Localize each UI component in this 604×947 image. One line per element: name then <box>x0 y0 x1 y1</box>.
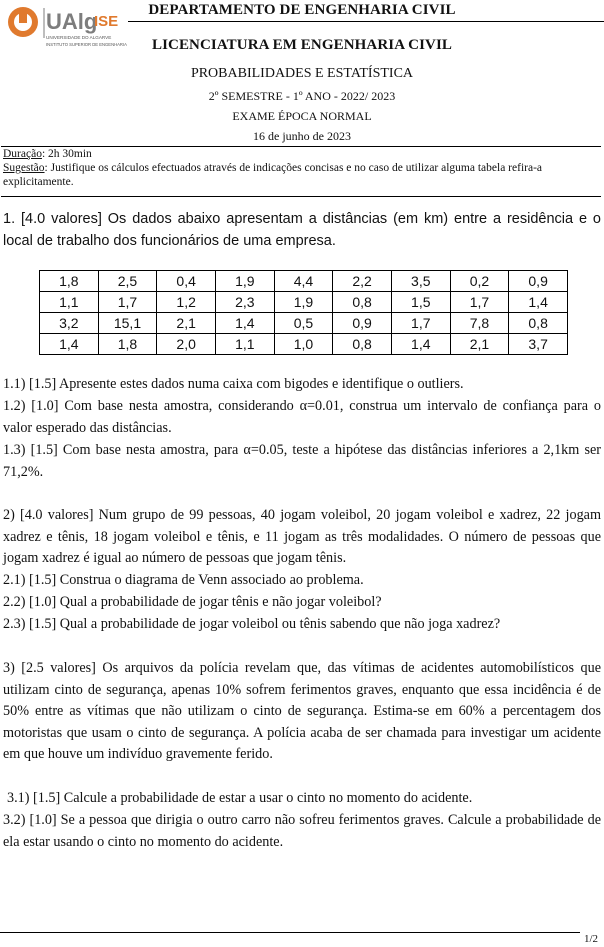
table-cell: 0,8 <box>509 313 568 334</box>
suggestion-label: Sugestão <box>3 162 45 174</box>
page-number: 1/2 <box>583 933 598 945</box>
table-row <box>40 313 568 334</box>
table-cell: 0,9 <box>333 313 392 334</box>
table-cell: 1,5 <box>391 292 450 313</box>
table-cell: 1,7 <box>391 313 450 334</box>
semester-line: 2º SEMESTRE - 1º ANO - 2022/ 2023 <box>208 89 396 103</box>
table-cell: 1,0 <box>274 334 333 355</box>
table-cell: 15,1 <box>98 313 157 334</box>
table-cell: 1,9 <box>215 271 274 292</box>
exam-date: 16 de junho de 2023 <box>253 129 351 143</box>
suggestion-value: : Justifique os cálculos efectuados através de indicações concisas e no caso de utilizar alguma tabela refira-a explicitamente. <box>3 162 543 188</box>
department-title: DEPARTAMENTO DE ENGENHARIA CIVIL <box>148 2 456 18</box>
table-cell: 1,1 <box>215 334 274 355</box>
table-row <box>40 292 568 313</box>
table-cell: 1,4 <box>391 334 450 355</box>
question-1-1: 1.1) [1.5] Apresente estes dados numa caixa com bigodes e identifique o outliers. <box>3 376 464 392</box>
question-2-1: 2.1) [1.5] Construa o diagrama de Venn associado ao problema. <box>3 572 364 588</box>
duration-line <box>1 147 601 161</box>
table-cell: 3,2 <box>40 313 99 334</box>
table-cell: 7,8 <box>450 313 509 334</box>
table-cell: 1,9 <box>274 292 333 313</box>
table-cell: 1,7 <box>98 292 157 313</box>
question-2-intro: 2) [4.0 valores] Num grupo de 99 pessoas, 40 jogam voleibol, 20 jogam voleibol e xadrez, 22 jogam xadrez e tênis, 18 jogam voleibol e tênis, e 11 jogam as três modalidades. O número de pessoas que jogam xadrez é igual ao número de pessoas que jogam tênis. <box>3 507 601 567</box>
table-row <box>40 271 568 292</box>
question-2-3: 2.3) [1.5] Qual a probabilidade de jogar voleibol ou tênis sabendo que não joga xadrez? <box>3 616 501 632</box>
question-2-2: 2.2) [1.0] Qual a probabilidade de jogar tênis e não jogar voleibol? <box>3 594 382 610</box>
table-cell: 0,2 <box>450 271 509 292</box>
table-cell: 1,4 <box>509 292 568 313</box>
table-cell: 4,4 <box>274 271 333 292</box>
header-divider <box>128 21 604 22</box>
question-3-intro: 3) [2.5 valores] Os arquivos da polícia revelam que, das vítimas de acidentes automobilísticos que utilizam cinto de segurança, apenas 10% sofrem ferimentos graves, enquanto que essa incidência é de 50% entre as vítimas que não utilizam o cinto de segurança. Estima-se em 60% a percentagem dos motoristas que usam o cinto de segurança. A polícia acaba de ser chamada para investigar um acidente em que houve um indivíduo gravemente ferido. <box>3 660 601 763</box>
table-cell: 2,5 <box>98 271 157 292</box>
question-1-2: 1.2) [1.0] Com base nesta amostra, considerando α=0.01, construa um intervalo de confiança para o valor esperado das distâncias. <box>3 398 601 436</box>
table-row <box>40 334 568 355</box>
footer-divider <box>0 932 580 933</box>
table-cell: 1,4 <box>215 313 274 334</box>
table-cell: 2,1 <box>450 334 509 355</box>
table-cell: 0,8 <box>333 334 392 355</box>
course-title: PROBABILIDADES E ESTATÍSTICA <box>190 66 414 81</box>
table-cell: 1,8 <box>40 271 99 292</box>
table-cell: 2,2 <box>333 271 392 292</box>
table-cell: 3,7 <box>509 334 568 355</box>
table-cell: 1,2 <box>157 292 216 313</box>
logo-line2: INSTITUTO SUPERIOR DE ENGENHARIA <box>46 42 127 47</box>
degree-title: LICENCIATURA EM ENGENHARIA CIVIL <box>151 37 453 53</box>
logo-line1: UNIVERSIDADE DO ALGARVE <box>46 35 112 40</box>
table-cell: 0,4 <box>157 271 216 292</box>
table-cell: 0,8 <box>333 292 392 313</box>
distance-data-table <box>39 270 568 355</box>
logo-suffix: ISE <box>94 13 119 30</box>
question-1-intro: 1. [4.0 valores] Os dados abaixo apresentam a distâncias (em km) entre a residência e o local de trabalho dos funcionários de uma empresa. <box>3 211 601 249</box>
instructions-box <box>1 146 601 197</box>
table-cell: 1,1 <box>40 292 99 313</box>
question-3-1: 3.1) [1.5] Calcule a probabilidade de estar a usar o cinto no momento do acidente. <box>7 790 473 806</box>
duration-label: Duração <box>3 148 42 160</box>
table-cell: 2,3 <box>215 292 274 313</box>
table-cell: 1,8 <box>98 334 157 355</box>
exam-type: EXAME ÉPOCA NORMAL <box>232 109 372 123</box>
table-cell: 1,4 <box>40 334 99 355</box>
question-1-3: 1.3) [1.5] Com base nesta amostra, para α=0.05, teste a hipótese das distâncias inferiores a 2,1km ser 71,2%. <box>3 442 601 480</box>
table-cell: 2,0 <box>157 334 216 355</box>
table-cell: 1,7 <box>450 292 509 313</box>
suggestion-line <box>1 161 601 189</box>
question-3-2: 3.2) [1.0] Se a pessoa que dirigia o outro carro não sofreu ferimentos graves. Calcule a probabilidade de ela estar usando o cinto no momento do acidente. <box>3 812 601 850</box>
logo-brand: UAlg <box>46 9 98 34</box>
table-cell: 0,5 <box>274 313 333 334</box>
table-cell: 2,1 <box>157 313 216 334</box>
table-cell: 3,5 <box>391 271 450 292</box>
duration-value: : 2h 30min <box>41 148 92 160</box>
table-cell: 0,9 <box>509 271 568 292</box>
